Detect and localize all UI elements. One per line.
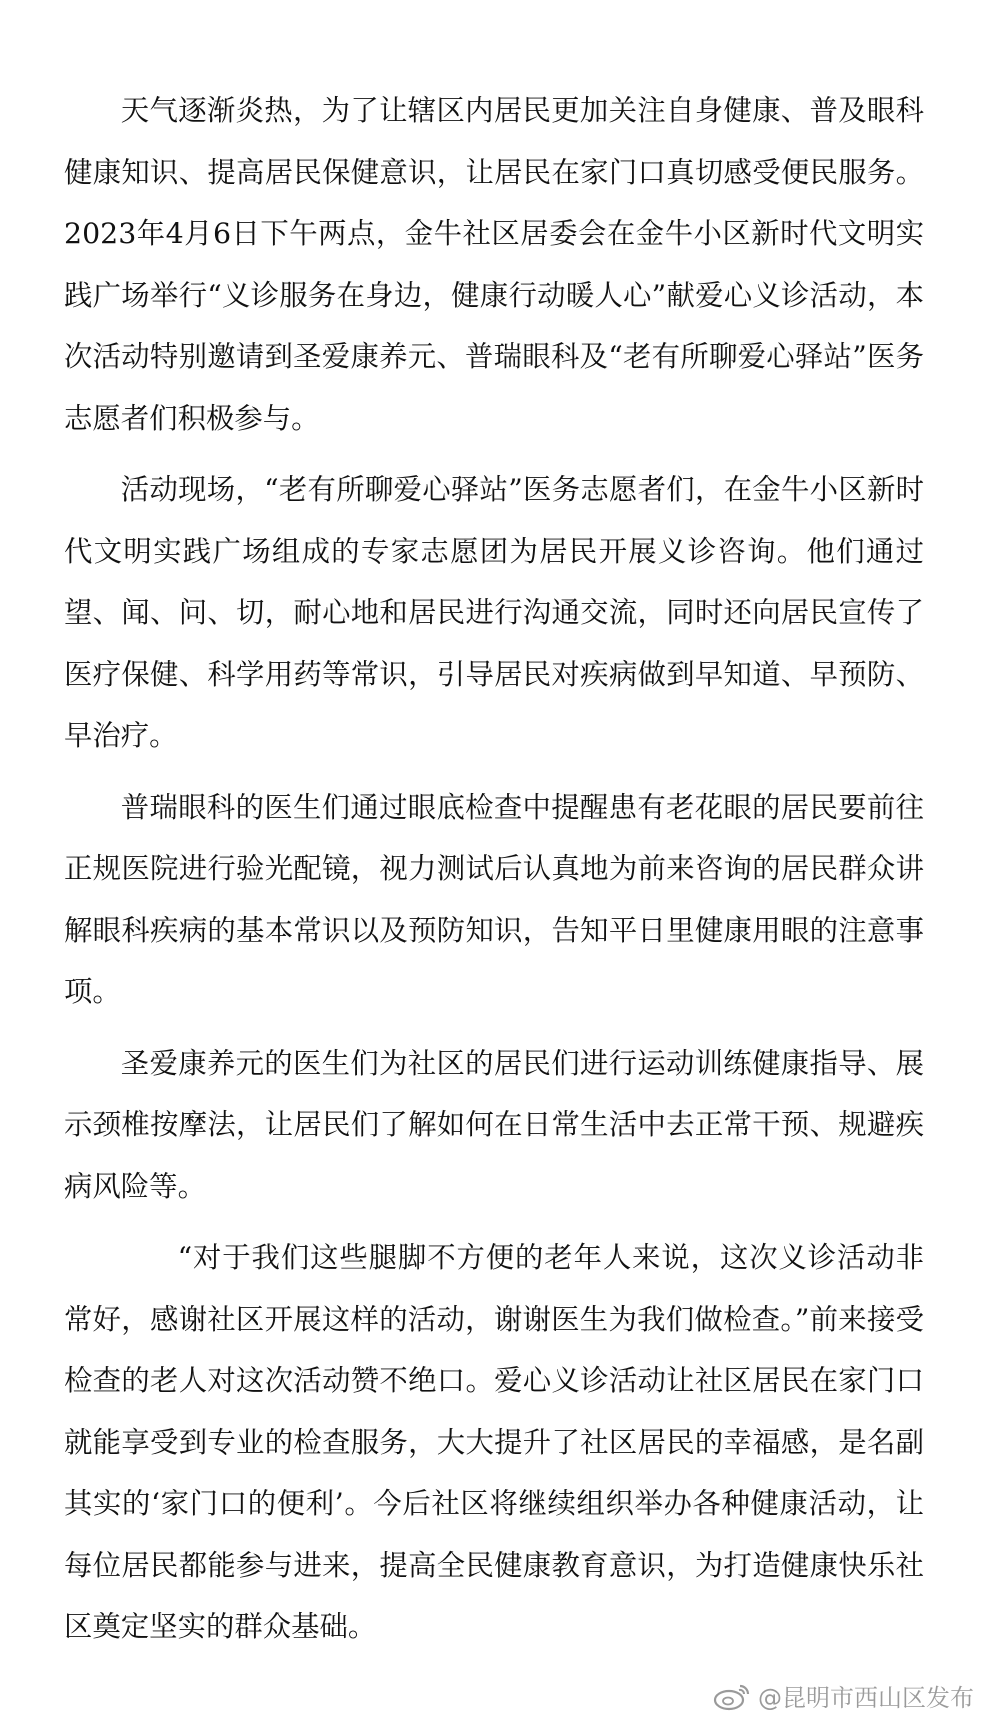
paragraph-5: “对于我们这些腿脚不方便的老年人来说，这次义诊活动非常好，感谢社区开展这样的活动，谢谢医生为我们做检查。”前来接受检查的老人对这次活动赞不绝口。爱心义诊活动让社区居民在家门口就能享受到专业的检查服务，大大提升了社区居民的幸福感，是名副其实的‘家门口的便利’。今后社区将继续组织举办各种健康活动，让每位居民都能参与进来，提高全民健康教育意识，为打造健康快乐社区奠定坚实的群众基础。 [64, 1241, 924, 1643]
watermark-text: @昆明市西山区发布 [758, 1684, 974, 1712]
paragraph-1: 天气逐渐炎热，为了让辖区内居民更加关注自身健康、普及眼科健康知识、提高居民保健意识，让居民在家门口真切感受便民服务。2023年4月6日下午两点，金牛社区居委会在金牛小区新时代文明实践广场举行“义诊服务在身边，健康行动暖人心”献爱心义诊活动，本次活动特别邀请到圣爱康养元、普瑞眼科及“老有所聊爱心驿站”医务志愿者们积极参与。 [64, 94, 924, 435]
paragraph-2: 活动现场，“老有所聊爱心驿站”医务志愿者们，在金牛小区新时代文明实践广场组成的专家志愿团为居民开展义诊咨询。他们通过望、闻、问、切，耐心地和居民进行沟通交流，同时还向居民宣传了医疗保健、科学用药等常识，引导居民对疾病做到早知道、早预防、早治疗。 [64, 473, 924, 752]
weibo-watermark [712, 1678, 974, 1713]
paragraph-4: 圣爱康养元的医生们为社区的居民们进行运动训练健康指导、展示颈椎按摩法，让居民们了解如何在日常生活中去正常干预、规避疾病风险等。 [64, 1046, 924, 1203]
paragraph-3: 普瑞眼科的医生们通过眼底检查中提醒患有老花眼的居民要前往正规医院进行验光配镜，视力测试后认真地为前来咨询的居民群众讲解眼科疾病的基本常识以及预防知识，告知平日里健康用眼的注意事项。 [64, 790, 924, 1008]
weibo-icon [712, 1680, 752, 1712]
article-body [64, 80, 924, 1658]
